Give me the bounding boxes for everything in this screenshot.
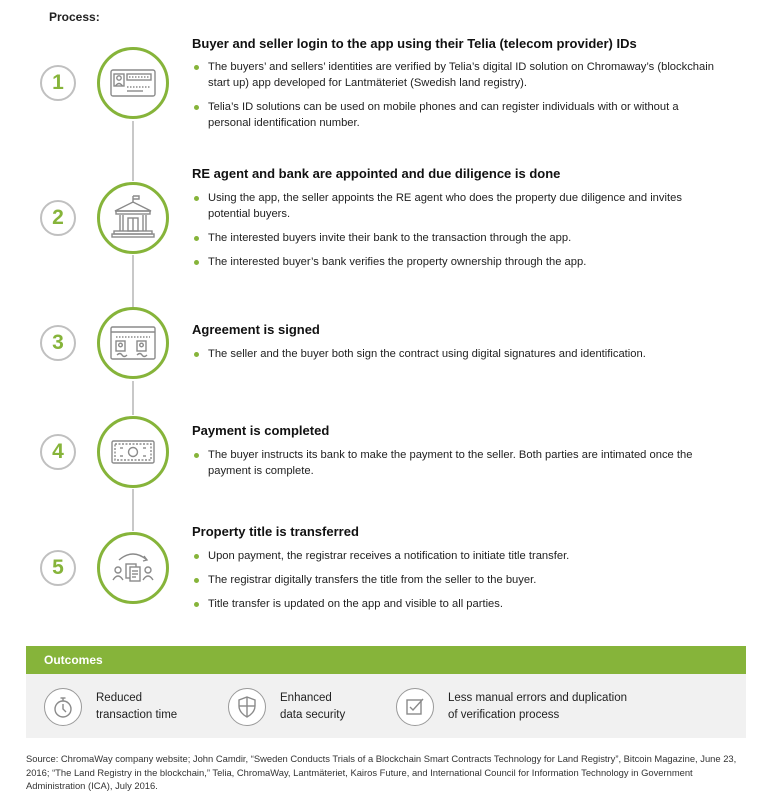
connector-line bbox=[132, 255, 134, 307]
outcomes-panel bbox=[26, 674, 746, 738]
bullet-item: Telia’s ID solutions can be used on mobile phones and can register individuals with or without a personal identification number. bbox=[192, 99, 722, 131]
step-number: 4 bbox=[40, 434, 76, 470]
outcome-label: Enhanced bbox=[280, 692, 332, 704]
bullet-item: Upon payment, the registrar receives a notification to initiate title transfer. bbox=[192, 548, 722, 564]
bullet-item: The registrar digitally transfers the title from the seller to the buyer. bbox=[192, 572, 722, 588]
signed-contract-icon bbox=[107, 317, 159, 369]
step-icon-circle bbox=[97, 182, 169, 254]
source-note: Source: ChromaWay company website; John Camdir, “Sweden Conducts Trials of a Blockchain Smart Contracts Technology for Land Registry”, Bitcoin Magazine, June 23, 2016; “The Land Registry in the blockchain,” Telia, ChromaWay, Lantmäteriet, Kairos Future, and International Council for Information Technology in Government Administration (ICA), July 2016. bbox=[26, 753, 737, 791]
step-title: RE agent and bank are appointed and due diligence is done bbox=[192, 166, 561, 181]
checkbox-icon bbox=[396, 688, 434, 726]
bank-building-icon bbox=[107, 192, 159, 244]
outcome-item bbox=[228, 688, 345, 726]
connector-line bbox=[132, 121, 134, 181]
outcome-label: Reduced bbox=[96, 692, 143, 704]
process-label: Process: bbox=[49, 10, 100, 24]
step-icon-circle bbox=[97, 532, 169, 604]
step-number: 5 bbox=[40, 550, 76, 586]
step-icon-circle bbox=[97, 307, 169, 379]
step-icon-circle bbox=[97, 47, 169, 119]
outcome-item bbox=[44, 688, 177, 726]
outcome-label: data security bbox=[280, 709, 346, 721]
outcome-item bbox=[396, 688, 627, 726]
banknote-icon bbox=[107, 426, 159, 478]
step-bullets bbox=[192, 447, 722, 487]
bullet-item: The interested buyer’s bank verifies the property ownership through the app. bbox=[192, 254, 722, 270]
bullet-item: The buyers’ and sellers’ identities are verified by Telia’s digital ID solution on Chromaway’s (blockchain start up) app developed for Lantmäteriet (Swedish land registry). bbox=[192, 59, 722, 91]
step-number: 2 bbox=[40, 200, 76, 236]
bullet-item: Using the app, the seller appoints the RE agent who does the property due diligence and invites potential buyers. bbox=[192, 190, 722, 222]
outcomes-header bbox=[26, 646, 746, 674]
stopwatch-icon bbox=[44, 688, 82, 726]
step-icon-circle bbox=[97, 416, 169, 488]
shield-icon bbox=[228, 688, 266, 726]
step-bullets bbox=[192, 59, 722, 139]
bullet-item: The seller and the buyer both sign the contract using digital signatures and identification. bbox=[192, 346, 722, 362]
bullet-item: The interested buyers invite their bank to the transaction through the app. bbox=[192, 230, 722, 246]
id-card-icon bbox=[107, 57, 159, 109]
step-title: Buyer and seller login to the app using their Telia (telecom provider) IDs bbox=[192, 36, 637, 51]
connector-line bbox=[132, 489, 134, 531]
step-bullets bbox=[192, 346, 722, 370]
bullet-item: The buyer instructs its bank to make the payment to the seller. Both parties are intimated once the payment is complete. bbox=[192, 447, 722, 479]
bullet-item: Title transfer is updated on the app and visible to all parties. bbox=[192, 596, 722, 612]
title-transfer-icon bbox=[107, 542, 159, 594]
outcomes-header-label: Outcomes bbox=[44, 653, 103, 667]
step-title: Property title is transferred bbox=[192, 524, 359, 539]
outcome-label: transaction time bbox=[96, 709, 178, 721]
step-number: 1 bbox=[40, 65, 76, 101]
step-number: 3 bbox=[40, 325, 76, 361]
step-title: Payment is completed bbox=[192, 423, 330, 438]
step-bullets bbox=[192, 190, 722, 278]
step-title: Agreement is signed bbox=[192, 322, 320, 337]
step-bullets bbox=[192, 548, 722, 620]
outcome-label: of verification process bbox=[448, 709, 560, 721]
outcome-label: Less manual errors and duplication bbox=[448, 692, 627, 704]
connector-line bbox=[132, 381, 134, 415]
